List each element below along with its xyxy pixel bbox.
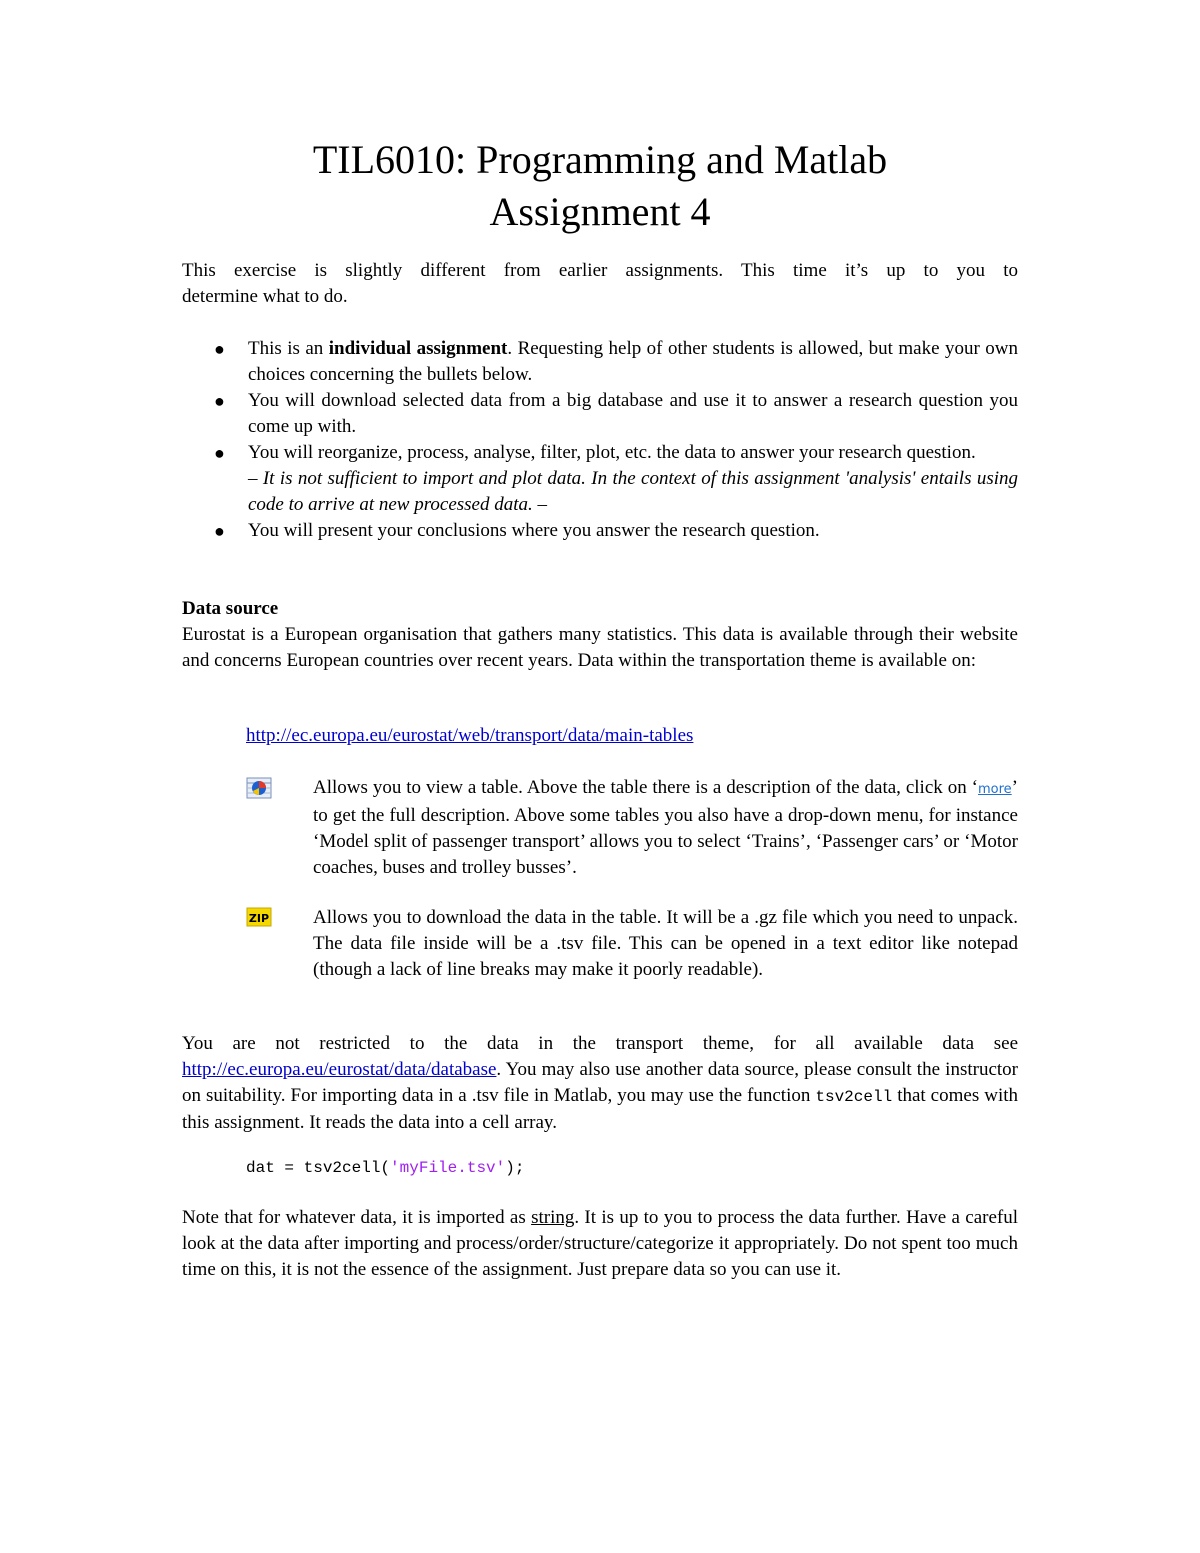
zip-download-icon (246, 907, 272, 935)
restriction-paragraph: You are not restricted to the data in the transport theme, for all available data see http://ec.europa.eu/eurostat/data/database. You may also use another data source, please consult the instructor on suitability. For importing data in a .tsv file in Matlab, you may use the function tsv2cell that comes with this assignment. It reads the data into a cell array. (182, 1033, 1018, 1133)
bullet-list (214, 336, 1018, 544)
list-item (214, 440, 1018, 518)
bullet-icon: ● (214, 521, 225, 541)
bullet-note: – It is not sufficient to import and plot data. In the context of this assignment 'analysis' entails using code to arrive at new processed data. – (248, 468, 1018, 515)
bullet-bold-text: individual assignment (328, 338, 508, 359)
table-view-description: Allows you to view a table. Above the table there is a description of the data, click on ‘more’ to get the full description. Above some tables you also have a drop-down menu, for instance ‘Model split of passenger transport’ allows you to select ‘Trains’, ‘Passenger cars’ or ‘Motor coaches, buses and trolley busses’. (313, 777, 1018, 878)
bullet-text: You will present your conclusions where you answer the research question. (248, 520, 820, 541)
note-paragraph: Note that for whatever data, it is imported as string. It is up to you to process the data further. Have a careful look at the data after importing and process/order/structure/categorize it appropriately. Do not spent too much time on this, it is not the essence of the assignment. Just prepare data so you can use it. (182, 1207, 1018, 1280)
bullet-icon: ● (214, 443, 225, 463)
table-view-icon (246, 777, 272, 807)
list-item (214, 388, 1018, 440)
data-source-text: Eurostat is a European organisation that gathers many statistics. This data is available through their website and concerns European countries over recent years. Data within the transportation theme is available on: (182, 624, 1018, 671)
bullet-text: You will download selected data from a big database and use it to answer a research question you come up with. (248, 390, 1018, 437)
list-item (214, 336, 1018, 388)
bullet-text: This is an (248, 338, 329, 359)
code-sample: dat = tsv2cell('myFile.tsv'); (246, 1159, 525, 1177)
page-title: TIL6010: Programming and Matlab (312, 137, 888, 182)
page-subtitle: Assignment 4 (489, 189, 711, 234)
code-string: 'myFile.tsv' (390, 1159, 506, 1177)
zip-icon-label: ZIP (248, 912, 270, 925)
database-link[interactable]: http://ec.europa.eu/eurostat/data/database (182, 1059, 497, 1080)
section-heading: Data source (182, 598, 279, 619)
intro-line: This exercise is slightly different from earlier assignments. This time it’s up to you to (182, 260, 1018, 281)
bullet-text: . Requesting help of other students is allowed, but make your own choices concerning the bullets below. (248, 338, 1018, 385)
bullet-icon: ● (214, 339, 225, 359)
string-keyword: string (531, 1207, 575, 1228)
intro-paragraph (182, 258, 1018, 310)
zip-download-description: Allows you to download the data in the table. It will be a .gz file which you need to unpack. The data file inside will be a .tsv file. This can be opened in a text editor like notepad (though a lack of line breaks may make it poorly readable). (313, 907, 1018, 980)
function-name: tsv2cell (815, 1088, 893, 1106)
main-tables-link-row (246, 723, 693, 749)
bullet-text: You will reorganize, process, analyse, filter, plot, etc. the data to answer your research question. (248, 442, 976, 463)
bullet-icon: ● (214, 391, 225, 411)
main-tables-link[interactable]: http://ec.europa.eu/eurostat/web/transport/data/main-tables (246, 725, 694, 746)
intro-line: determine what to do. (182, 286, 348, 307)
data-source-section (182, 596, 1018, 674)
more-link[interactable]: more (977, 782, 1012, 797)
list-item (214, 518, 1018, 544)
